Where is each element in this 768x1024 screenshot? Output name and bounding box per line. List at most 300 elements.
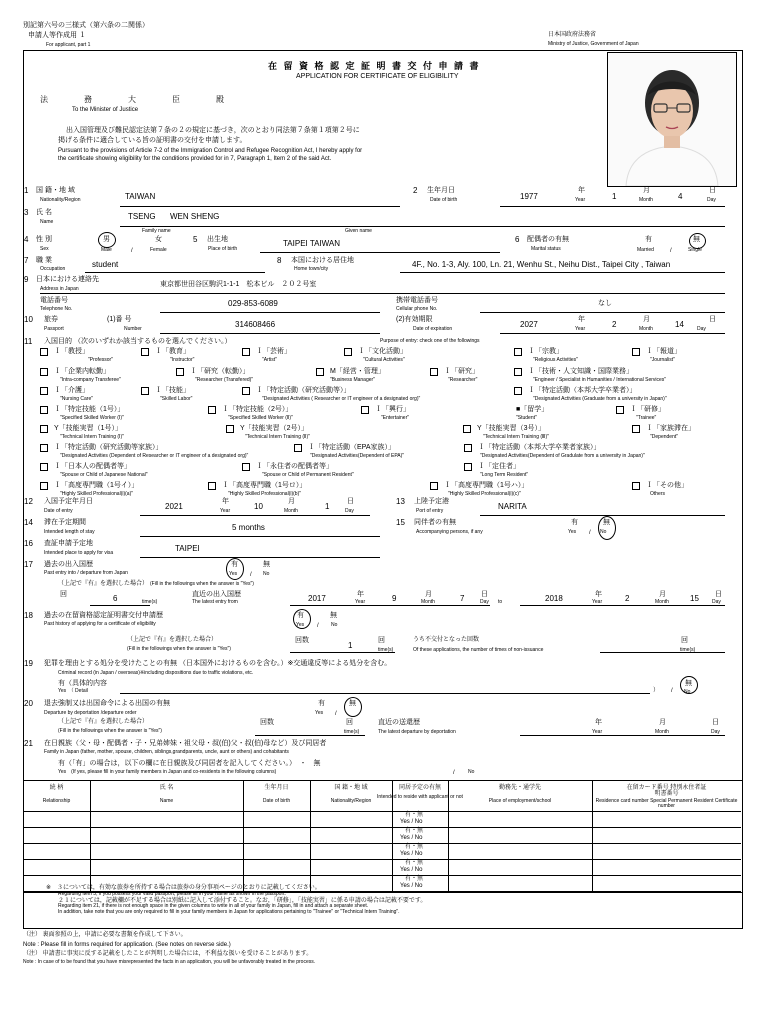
f5-label-ja: 出生地	[207, 236, 228, 243]
purpose-checkbox[interactable]	[464, 444, 472, 452]
table-header-en: Relationship	[42, 798, 71, 804]
purpose-checkbox[interactable]	[344, 348, 352, 356]
female-label-en: Female	[150, 247, 167, 253]
family-name-label: Family name	[142, 228, 171, 234]
dob-year[interactable]: 1977	[520, 192, 538, 201]
purpose-checkbox[interactable]	[40, 425, 48, 433]
purpose-checkbox[interactable]	[616, 406, 624, 414]
purpose-checkbox[interactable]	[40, 444, 48, 452]
f18-no-option[interactable]: 無	[330, 612, 337, 619]
purpose-option-label-en: "Nursing Care"	[60, 396, 94, 402]
purpose-option-label[interactable]: Y「技能実習（1号）」	[54, 425, 123, 432]
purpose-checkbox[interactable]	[463, 425, 471, 433]
purpose-option-label[interactable]: Y「技能実習（3号）」	[477, 425, 546, 432]
purpose-option-label[interactable]: ■「留学」	[516, 406, 549, 413]
month-label-en: Month	[639, 326, 653, 332]
f7-label-en: Occupation	[40, 266, 66, 272]
table-row-divider	[23, 811, 741, 812]
latest-entry-label-ja: 直近の出入国歴	[192, 591, 241, 598]
purpose-checkbox[interactable]	[242, 348, 250, 356]
purpose-option-label-en: "Highly Skilled Professional(i)(b)"	[228, 491, 302, 497]
purpose-checkbox[interactable]	[514, 368, 522, 376]
purpose-option-label[interactable]: Ｉ「永住者の配偶者等」	[256, 463, 333, 470]
month-label: 月	[425, 591, 432, 598]
f3-number: 3	[24, 208, 29, 217]
f9-label-ja: 日本における連絡先	[36, 276, 99, 283]
passport-number-label: (1)番 号	[107, 316, 132, 323]
purpose-option-label[interactable]: Ｉ「特定活動（EPA家族）」	[308, 444, 395, 451]
year-label: 年	[578, 316, 585, 323]
f19-no-option[interactable]: 無	[685, 680, 692, 687]
latest-to-year[interactable]: 2018	[545, 594, 563, 603]
purpose-checkbox[interactable]	[316, 368, 324, 376]
table-header: 続 柄	[49, 785, 64, 791]
f14-number: 14	[24, 518, 33, 527]
address-japan-value[interactable]: 東京都世田谷区駒沢1-1-1 松本ビル ２０２号室	[160, 281, 317, 288]
no-label: No	[331, 622, 338, 628]
purpose-option-label-en: "Highly Skilled Professional(i)(a)"	[60, 491, 134, 497]
f21-number: 21	[24, 739, 33, 748]
f2-number: 2	[413, 186, 418, 195]
f17-number: 17	[24, 560, 33, 569]
length-of-stay-value[interactable]: 5 months	[232, 523, 265, 532]
purpose-option-label[interactable]: Ｉ「教育」	[155, 348, 190, 355]
purpose-option-label-en: "Professor"	[88, 357, 113, 363]
purpose-option-label[interactable]: Ｉ「その他」	[646, 482, 688, 489]
f17-label-ja: 過去の出入国歴	[44, 561, 93, 568]
note-1-ja: （注） 裏面参照の上，申請に必要な書類を作成して下さい。	[23, 932, 187, 938]
purpose-checkbox[interactable]	[242, 387, 250, 395]
latest-from-month[interactable]: 9	[392, 594, 397, 603]
table-header-en: Residence card number Special Permanent Resident Certificate number	[595, 798, 738, 809]
given-name-value[interactable]: WEN SHENG	[170, 212, 220, 221]
footnote-2-en-1: Regarding item 21, if there is not enough space in the given columns to write in all of your family in Japan, fill in and attach a separate sheet.	[58, 903, 369, 909]
purpose-checkbox[interactable]	[176, 368, 184, 376]
purpose-option-label[interactable]: Ｉ「技術・人文知識・国際業務」	[528, 368, 633, 375]
latest-from-year[interactable]: 2017	[308, 594, 326, 603]
f17-yes-option[interactable]: 有	[231, 561, 238, 568]
f19-label-ja: 犯罪を理由とする処分を受けたことの有無 （日本国外におけるものを含む。）※交通違反等による処分を含む。	[44, 660, 392, 667]
cohabit-option[interactable]: 有・無	[405, 844, 424, 850]
day-label: 日	[347, 498, 354, 505]
f15-label-en: Accompanying persons, if any	[416, 529, 483, 535]
cohabit-option-en: Yes / No	[400, 851, 423, 857]
purpose-option-label-en: "Designated Activities(Dependent of Gradulate from a university in Japan)"	[480, 453, 645, 459]
purpose-option-label-en: "Designated Activities(Dependent of EPA)"	[310, 453, 405, 459]
times-label-ja: 回数	[260, 719, 274, 726]
cohabit-option-en: Yes / No	[400, 835, 423, 841]
purpose-option-label[interactable]: Ｉ「技能」	[155, 387, 190, 394]
f4-number: 4	[24, 235, 29, 244]
f7-number: 7	[24, 256, 29, 265]
f8-number: 8	[277, 256, 282, 265]
purpose-option-label-en: "Student"	[516, 415, 537, 421]
month-label: 月	[643, 187, 650, 194]
entry-day[interactable]: 1	[325, 502, 330, 511]
purpose-option-label-en: "Intra-company Transferee"	[60, 377, 121, 383]
cohabit-option[interactable]: 有・無	[405, 860, 424, 866]
f6-label-ja: 配偶者の有無	[527, 236, 569, 243]
f19-yes-label-en: Yes （ Detail	[58, 688, 88, 694]
purpose-option-label-en: "Researcher"	[448, 377, 478, 383]
cohabit-option[interactable]: 有・無	[405, 876, 424, 882]
slash: /	[671, 688, 673, 694]
table-header-en: Nationality/Region	[330, 798, 372, 804]
single-option[interactable]: 無	[693, 236, 700, 243]
purpose-option-label[interactable]: Ｉ「企業内転勤」	[54, 368, 110, 375]
preamble-en-2: the certificate showing eligibility for the conditions provided for in 7, Paragraph 1, Item 2 of the said Act.	[58, 156, 332, 162]
purpose-option-label[interactable]: Ｉ「家族滞在」	[646, 425, 695, 432]
month-label: 月	[659, 591, 666, 598]
purpose-checkbox[interactable]	[208, 406, 216, 414]
f18-fill-en: (Fill in the followings when the answer is "Yes")	[127, 646, 231, 652]
year-label: 年	[222, 498, 229, 505]
dob-day[interactable]: 4	[678, 192, 683, 201]
cohabit-option-en: Yes / No	[400, 867, 423, 873]
no-label: No	[263, 571, 270, 577]
place-of-birth-value[interactable]: TAIPEI TAIWAN	[283, 239, 341, 248]
purpose-option-label[interactable]: Ｉ「特定技能（1号）」	[54, 406, 125, 413]
nationality-value[interactable]: TAIWAN	[125, 192, 156, 201]
f13-number: 13	[396, 497, 405, 506]
times-label-en: time(s)	[378, 647, 394, 653]
purpose-option-label[interactable]: Ｉ「教授」	[54, 348, 89, 355]
table-header: 勤務先・通学先	[498, 785, 541, 791]
purpose-checkbox[interactable]	[40, 482, 48, 490]
f1-label-ja: 国 籍・地 域	[36, 187, 75, 194]
ministry-ja: 日本国政府法務省	[548, 32, 597, 38]
table-header-en: Intended to reside with applicant or not	[377, 794, 463, 800]
table-header: 国 籍・地 域	[334, 785, 368, 791]
purpose-option-label[interactable]: Ｉ「高度専門職（1号ロ）」	[222, 482, 307, 489]
purpose-option-label-en: "Designated Activities (Dependent of Researcher or IT engineer of a designated org)"	[60, 453, 249, 459]
f17-fill-en: (Fill in the followings when the answer is "Yes")	[150, 581, 254, 587]
purpose-option-label[interactable]: Ｉ「文化活動」	[358, 348, 407, 355]
footnote-1-en: Regarding item 3, if you possess your valid passport, please fill in your name as shown in the passport.	[58, 891, 286, 897]
purpose-checkbox[interactable]	[632, 348, 640, 356]
f16-label-en: Intended place to apply for visa	[44, 550, 114, 556]
f20-label-ja: 退去強制又は出国命令による出国の有無	[44, 700, 170, 707]
purpose-checkbox[interactable]	[40, 368, 48, 376]
purpose-checkbox[interactable]	[632, 482, 640, 490]
cohabit-option-en: Yes / No	[400, 819, 423, 825]
month-label-en: Month	[655, 729, 669, 735]
month-label: 月	[288, 498, 295, 505]
f18-label-en: Past history of applying for a certificate of eligibility	[44, 621, 156, 627]
purpose-option-label[interactable]: Ｉ「特定活動（本邦大学卒業者家族）」	[478, 444, 601, 451]
f17-times-label-ja: 回	[60, 591, 67, 598]
visa-place-value[interactable]: TAIPEI	[175, 544, 200, 553]
f11-number: 11	[24, 337, 33, 346]
telephone-value[interactable]: 029-853-6089	[228, 299, 278, 308]
note-1-en: Note : Please fill in forms required for application. (See notes on reverse side.)	[23, 942, 231, 948]
times-label-en: time(s)	[344, 729, 360, 735]
purpose-checkbox[interactable]	[40, 463, 48, 471]
table-row-divider	[23, 843, 741, 844]
f21-label-ja: 在日親族（父・母・配偶者・子・兄弟姉妹・祖父母・叔(伯)父・叔(伯)母など）及び同居者	[44, 740, 327, 747]
f16-label-ja: 査証申請予定地	[44, 540, 93, 547]
table-header-en: Name	[159, 798, 174, 804]
f11-label-en: Purpose of entry: check one of the followings	[380, 338, 480, 344]
purpose-option-label[interactable]: Ｉ「高度専門職（1号ハ）」	[444, 482, 529, 489]
f17-fill-ja: （上記で『有』を選択した場合）	[58, 581, 149, 587]
times-label: 回	[346, 719, 353, 726]
table-header: 氏 名	[159, 785, 174, 791]
f13-label-ja: 上陸予定港	[414, 498, 449, 505]
accompany-no-option[interactable]: 無	[603, 519, 610, 526]
f3-label-ja: 氏 名	[36, 209, 52, 216]
purpose-checkbox[interactable]	[361, 406, 369, 414]
f17-label-en: Past entry into / departure from Japan	[44, 570, 128, 576]
f4-label-ja: 性 別	[36, 236, 52, 243]
purpose-option-label-en: "Religious Activities"	[533, 357, 578, 363]
purpose-checkbox[interactable]	[464, 463, 472, 471]
expiry-label-en: Date of expiration	[413, 326, 453, 332]
purpose-checkbox[interactable]	[141, 348, 149, 356]
year-label-en: Year	[592, 729, 603, 735]
note-2-ja: （注） 申請書に事実に反する記載をしたことが判明した場合には，不利益な扱いを受けることがあります。	[23, 951, 313, 957]
slash: /	[250, 572, 252, 578]
month-label-en: Month	[639, 197, 653, 203]
purpose-option-label[interactable]: M「経営・管理」	[330, 368, 385, 375]
f19-yes-option[interactable]: 有（具体的内容	[58, 680, 107, 687]
purpose-checkbox[interactable]	[294, 444, 302, 452]
day-label-en: Day	[345, 508, 354, 514]
f21-no-label: No	[468, 769, 475, 775]
purpose-checkbox[interactable]	[514, 348, 522, 356]
table-header: 在留カード番号 特別永住者証明書番号	[626, 785, 707, 797]
addressee-en: To the Minister of Justice	[72, 107, 139, 113]
purpose-checkbox[interactable]	[632, 425, 640, 433]
f20-yes-option[interactable]: 有	[318, 700, 325, 707]
latest-to-day[interactable]: 15	[690, 594, 699, 603]
year-label: 年	[595, 719, 602, 726]
purpose-option-label-en: "Designated Activities ( Researcher or IT engineer of a designated org)"	[262, 396, 421, 402]
purpose-checkbox[interactable]	[430, 482, 438, 490]
cell-label-en: Cellular phone No.	[396, 306, 438, 312]
purpose-option-label[interactable]: Ｉ「研修」	[630, 406, 665, 413]
form-part-en: For applicant, part 1	[46, 42, 91, 48]
yes-label: Yes	[568, 529, 577, 535]
day-label: 日	[481, 591, 488, 598]
f10-number: 10	[24, 315, 33, 324]
purpose-option-label[interactable]: Ｉ「興行」	[375, 406, 410, 413]
purpose-option-label[interactable]: Ｉ「研究（転勤）」	[190, 368, 250, 375]
purpose-option-label[interactable]: Ｉ「定住者」	[478, 463, 520, 470]
occupation-value[interactable]: student	[92, 260, 119, 269]
f20-fill-ja: （上記で『有』を選択した場合）	[58, 719, 149, 725]
given-name-label: Given name	[345, 228, 372, 234]
f17-no-option[interactable]: 無	[263, 561, 270, 568]
female-option[interactable]: 女	[155, 236, 162, 243]
purpose-option-label-en: "Journalist"	[650, 357, 675, 363]
cell-label-ja: 携帯電話番号	[396, 297, 438, 304]
f20-number: 20	[24, 699, 33, 708]
purpose-option-label[interactable]: Ｉ「宗教」	[528, 348, 563, 355]
yes-label: Yes	[296, 622, 305, 628]
times-label-en: time(s)	[142, 599, 158, 605]
table-header-en: Place of employment/school	[488, 798, 552, 804]
cohabit-option-en: Yes / No	[400, 883, 423, 889]
purpose-option-label[interactable]: Ｉ「報道」	[646, 348, 681, 355]
day-label-en: Day	[711, 729, 720, 735]
form-title-ja: 在 留 資 格 認 定 証 明 書 交 付 申 請 書	[268, 61, 481, 71]
accompany-yes-option[interactable]: 有	[571, 519, 578, 526]
form-part-ja: 申請人等作成用 １	[28, 32, 86, 39]
f19-number: 19	[24, 659, 33, 668]
purpose-option-label-en: "Business Manager"	[330, 377, 375, 383]
f1-number: 1	[24, 186, 29, 195]
purpose-option-label[interactable]: Ｉ「特定技能（2号）」	[222, 406, 293, 413]
f18-yes-option[interactable]: 有	[297, 612, 304, 619]
f12-label-en: Date of entry	[44, 508, 73, 514]
f17-times-value[interactable]: 6	[113, 594, 118, 603]
purpose-option-label[interactable]: Y「技能実習（2号）」	[240, 425, 309, 432]
f18-nonissue-ja: うち不交付となった回数	[413, 637, 480, 643]
f20-fill-en: (Fill in the followings when the answer is "Yes")	[58, 728, 162, 734]
f13-label-en: Port of entry	[416, 508, 444, 514]
purpose-option-label-en: "Technical Intern Training (Ⅲ)"	[483, 434, 549, 440]
purpose-checkbox[interactable]	[141, 387, 149, 395]
purpose-option-label-en: "Artist"	[262, 357, 277, 363]
form-code: 別記第六号の三様式（第六条の二関係）	[23, 22, 149, 29]
times-label: 回	[681, 637, 688, 644]
f18-times-value[interactable]: 1	[348, 641, 353, 650]
purpose-option-label-en: "Entertainer"	[381, 415, 410, 421]
f21-yes-option[interactable]: 有（「有」の場合は，以下の欄に在日親族及び同居者を記入してください。） ・ 無	[58, 760, 321, 767]
purpose-option-label-en: "Engineer / Specialist in Humanities / International Services"	[533, 377, 667, 383]
f20-no-option[interactable]: 無	[349, 700, 356, 707]
f9-number: 9	[24, 275, 29, 284]
slash: /	[453, 770, 455, 776]
purpose-option-label-en: "Trainee"	[636, 415, 657, 421]
purpose-option-label-en: "Highly Skilled Professional(i)(c)"	[448, 491, 521, 497]
f20-latest-en: The latest departure by deportation	[378, 729, 456, 735]
year-label-en: Year	[575, 326, 586, 332]
purpose-option-label[interactable]: Ｉ「高度専門職（1号イ）」	[54, 482, 139, 489]
port-of-entry-value[interactable]: NARITA	[498, 502, 527, 511]
year-label-en: Year	[575, 197, 586, 203]
f18-label-ja: 過去の在留資格認定証明書交付申請歴	[44, 612, 163, 619]
passport-number-value[interactable]: 314608466	[235, 320, 276, 329]
slash: /	[131, 248, 133, 254]
tel-label-en: Telephone No.	[40, 306, 73, 312]
f19-label-en: Criminal record (in Japan / overseas)※including dispositions due to traffic violations, etc.	[58, 670, 254, 676]
purpose-checkbox[interactable]	[514, 387, 522, 395]
month-label: 月	[659, 719, 666, 726]
f6-number: 6	[515, 235, 520, 244]
male-label-en: Male	[101, 247, 112, 253]
home-town-value[interactable]: 4F., No. 1-3, Aly. 100, Ln. 21, Wenhu St., Neihu Dist., Taipei City , Taiwan	[412, 260, 671, 269]
purpose-option-label[interactable]: Ｉ「特定活動（研究活動等家族）」	[54, 444, 163, 451]
slash: /	[670, 248, 672, 254]
purpose-checkbox[interactable]	[226, 425, 234, 433]
entry-year[interactable]: 2021	[165, 502, 183, 511]
purpose-option-label-en: "Researcher (Transfered)"	[195, 377, 254, 383]
purpose-option-label[interactable]: Ｉ「特定活動（本邦大学卒業者）」	[528, 387, 637, 394]
addressee-ja: 法 務 大 臣 殿	[40, 95, 238, 104]
expiry-year[interactable]: 2027	[520, 320, 538, 329]
year-label: 年	[595, 591, 602, 598]
f14-label-ja: 滞在予定期間	[44, 519, 86, 526]
day-label: 日	[709, 316, 716, 323]
f8-label-en: Home town/city	[294, 266, 329, 272]
no-label: No	[684, 689, 691, 695]
expiry-day[interactable]: 14	[675, 320, 684, 329]
day-label-en: Day	[480, 599, 489, 605]
form-title-en: APPLICATION FOR CERTIFICATE OF ELIGIBILITY	[296, 73, 459, 80]
purpose-checkbox[interactable]	[430, 368, 438, 376]
f11-label-ja: 入国目的 （次のいずれか該当するものを選んでください。）	[44, 338, 232, 345]
f10-label-ja: 旅券	[44, 316, 58, 323]
latest-to-month[interactable]: 2	[625, 594, 630, 603]
purpose-checkbox[interactable]	[40, 387, 48, 395]
f18-times-label-ja: 回数	[295, 637, 309, 644]
f2-label-en: Date of birth	[430, 197, 458, 203]
f12-label-ja: 入国予定年月日	[44, 498, 93, 505]
to-label: to	[498, 599, 503, 605]
purpose-option-label-en: Others	[650, 491, 666, 497]
purpose-option-label[interactable]: Ｉ「芸術」	[256, 348, 291, 355]
cohabit-option[interactable]: 有・無	[405, 828, 424, 834]
married-option[interactable]: 有	[645, 236, 652, 243]
purpose-checkbox[interactable]	[40, 406, 48, 414]
table-header: 生年月日	[264, 785, 289, 791]
cellphone-value[interactable]: なし	[598, 300, 612, 307]
cohabit-option[interactable]: 有・無	[405, 812, 424, 818]
purpose-checkbox[interactable]	[208, 482, 216, 490]
purpose-option-label-en: "Spouse or Child of Japanese National"	[60, 472, 148, 478]
f10-label-en: Passport	[44, 326, 64, 332]
purpose-option-label[interactable]: Ｉ「研究」	[444, 368, 479, 375]
table-header-en: Date of birth	[262, 798, 291, 804]
note-2-en: Note : In case of to be found that you have misrepresented the facts in an application, you will be unfavorably treated in the process.	[23, 959, 316, 965]
f2-label-ja: 生年月日	[427, 187, 455, 194]
f18-number: 18	[24, 611, 33, 620]
purpose-option-label-en: "Skilled Labor"	[160, 396, 193, 402]
family-name-value[interactable]: TSENG	[128, 212, 156, 221]
purpose-option-label[interactable]: Ｉ「特定活動（研究活動等）」	[256, 387, 351, 394]
preamble-en-1: Pursuant to the provisions of Article 7-2 of the Immigration Control and Refugee Recognition Act, I hereby apply for	[58, 148, 363, 154]
expiry-month[interactable]: 2	[612, 320, 617, 329]
purpose-option-label-en: "Spouse or Child of Permanent Resident"	[262, 472, 354, 478]
purpose-option-label-en: "Technical Intern Training (Ⅰ)"	[60, 434, 124, 440]
slash: /	[589, 530, 591, 536]
purpose-checkbox[interactable]	[242, 463, 250, 471]
male-option[interactable]: 男	[103, 236, 110, 243]
slash: /	[335, 711, 337, 717]
entry-month[interactable]: 10	[254, 502, 263, 511]
footnote-1-ja: ※ ３については，有効な旅券を所持する場合は旅券の身分事項ページのとおりに記載してください。	[46, 885, 321, 891]
purpose-option-label[interactable]: Ｉ「日本人の配偶者等」	[54, 463, 131, 470]
table-header: 同居予定の有無	[398, 785, 441, 791]
month-label-en: Month	[655, 599, 669, 605]
f6-label-en: Marital status	[531, 246, 561, 252]
purpose-checkbox[interactable]	[40, 348, 48, 356]
latest-from-day[interactable]: 7	[460, 594, 465, 603]
f18-nonissue-en: Of these applications, the number of times of non-issuance	[413, 647, 544, 653]
purpose-option-label[interactable]: Ｉ「介護」	[54, 387, 89, 394]
f21-yes-label-en: Yes (If yes, please fill in your family members in Japan and co-residents in the following columns)	[58, 769, 277, 775]
day-label: 日	[715, 591, 722, 598]
purpose-option-label-en: "Cultural Activities"	[363, 357, 405, 363]
purpose-option-label-en: "Dependent"	[650, 434, 679, 440]
f20-label-en: Departure by deportation /departure order	[44, 710, 137, 716]
f9-label-en: Address in Japan	[40, 286, 79, 292]
slash: /	[317, 623, 319, 629]
dob-month[interactable]: 1	[612, 192, 617, 201]
preamble-ja-1: 出入国管理及び難民認定法第７条の２の規定に基づき，次のとおり同法第７条第１項第２号に	[66, 127, 360, 134]
